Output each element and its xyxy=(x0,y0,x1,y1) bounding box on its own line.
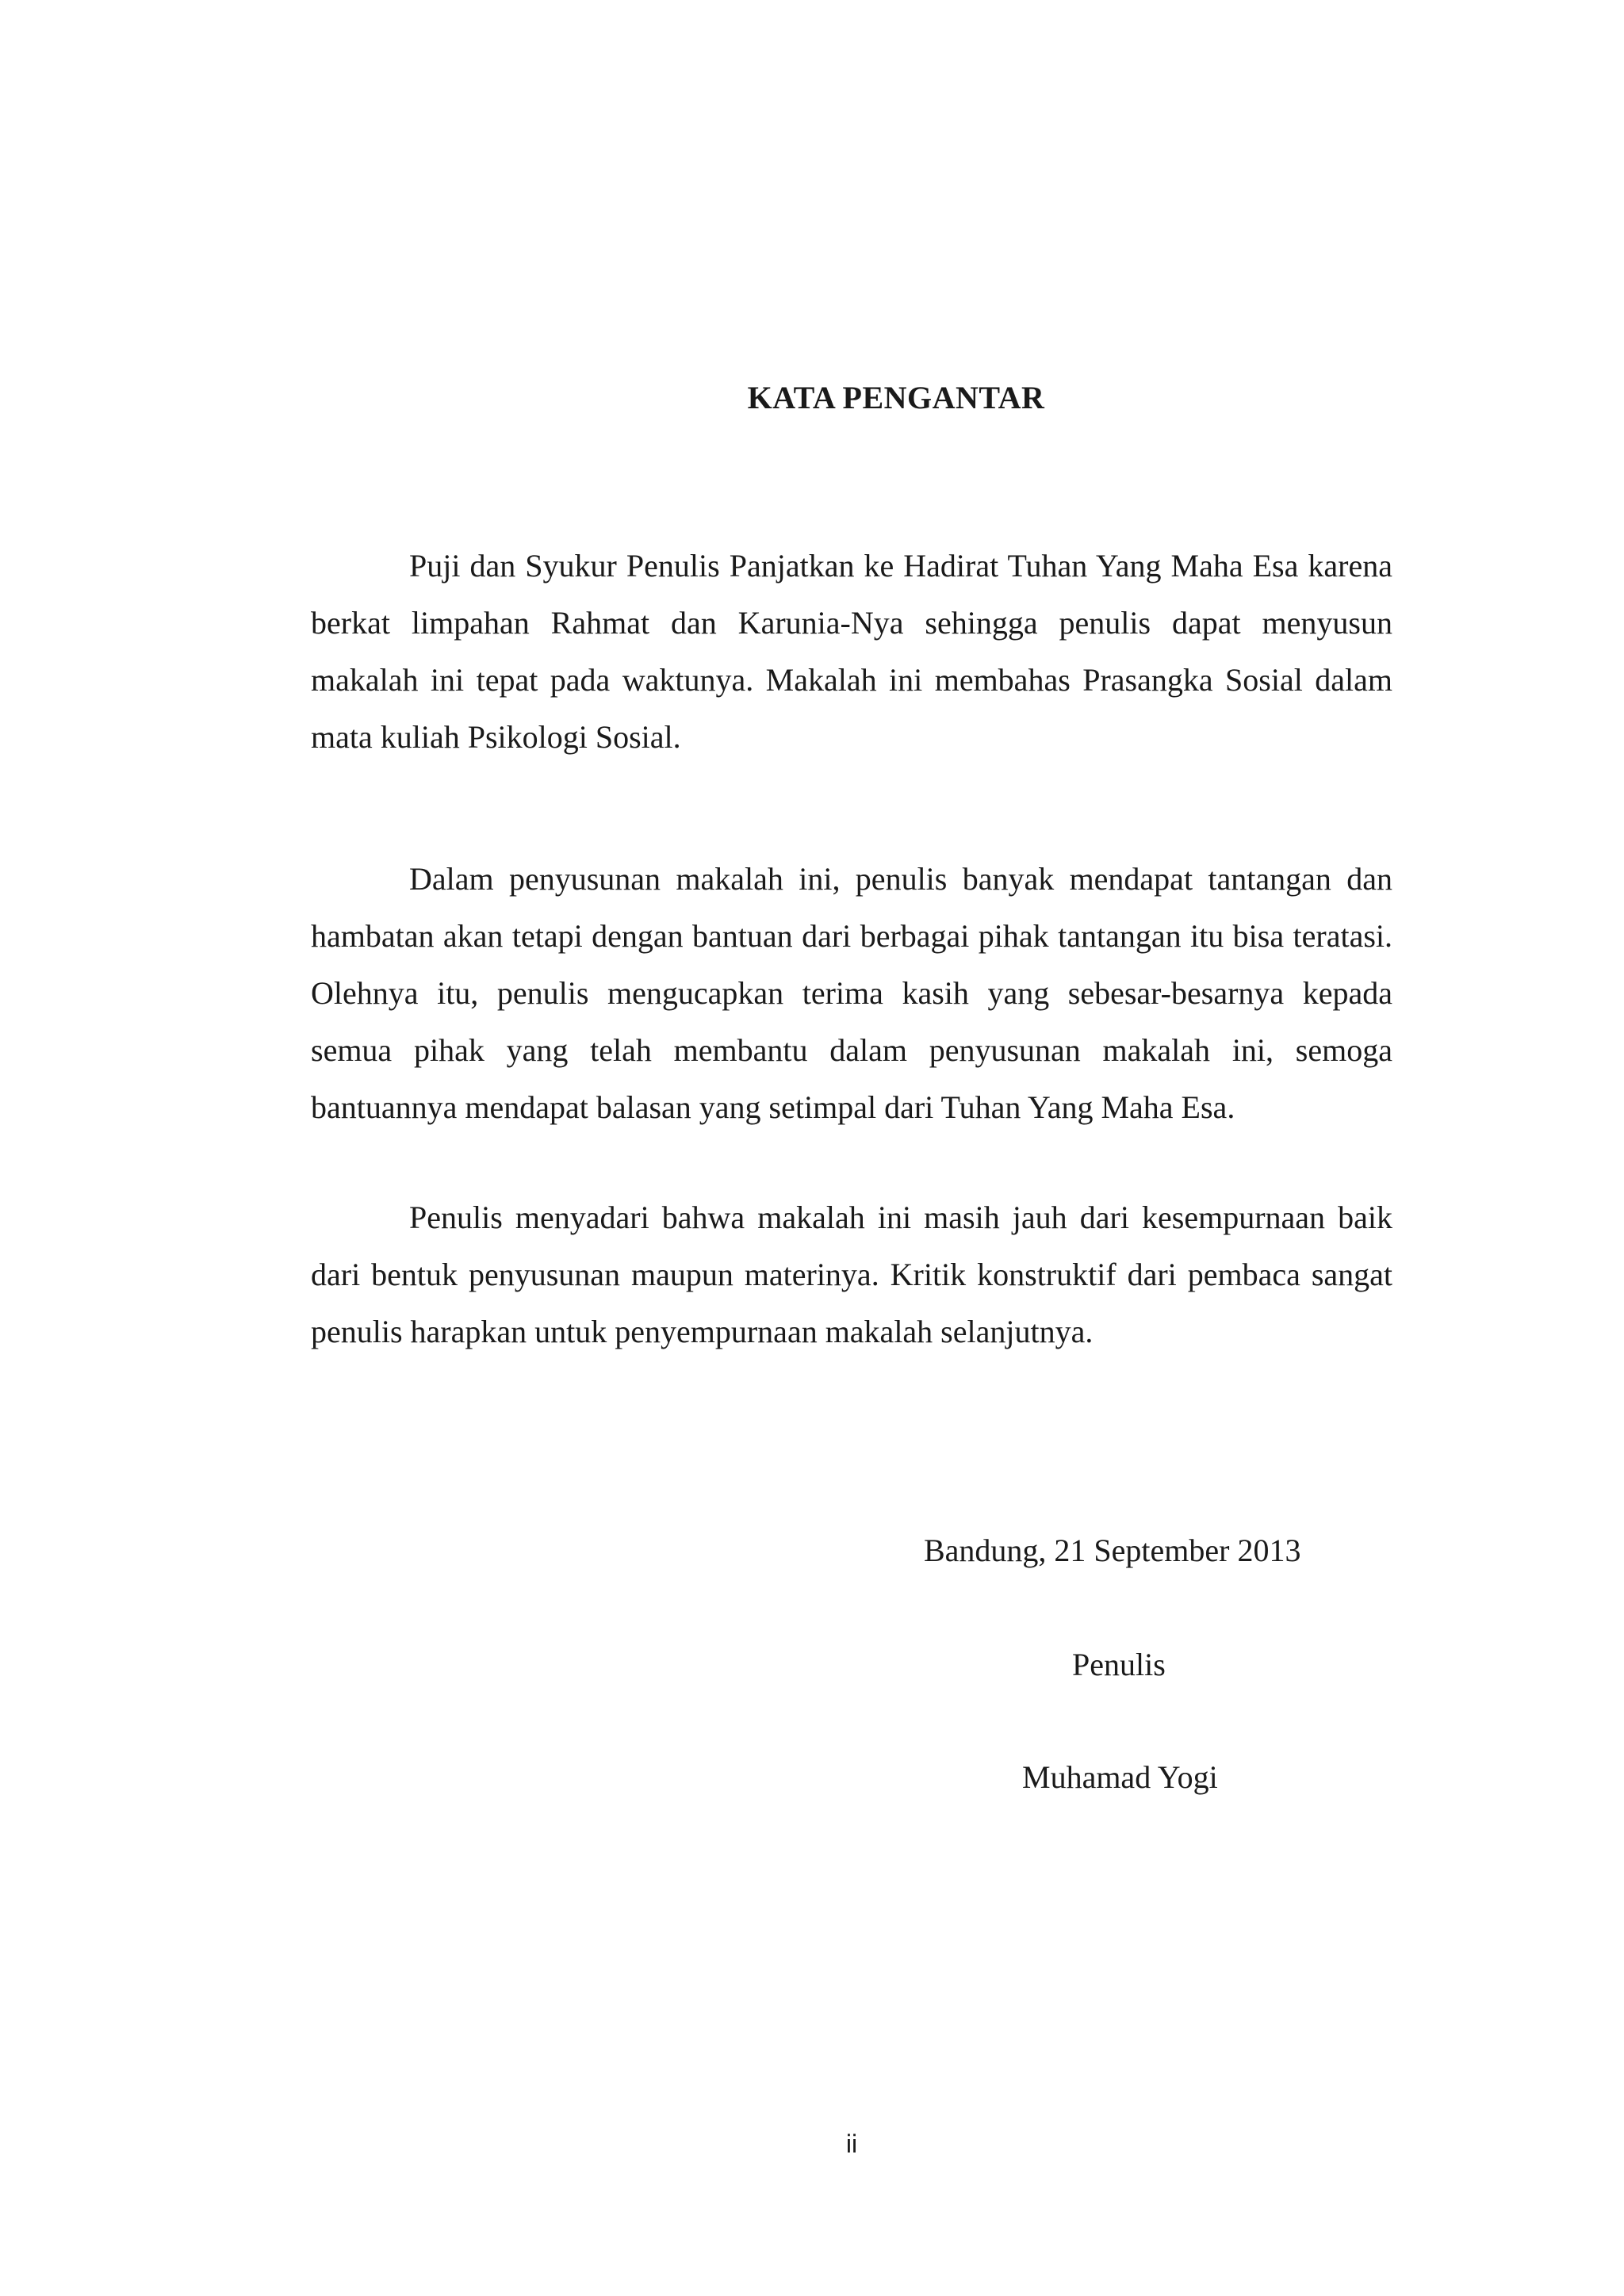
signature-name: Muhamad Yogi xyxy=(1022,1759,1218,1795)
page-title: KATA PENGANTAR xyxy=(747,380,1045,415)
paragraph-1: Puji dan Syukur Penulis Panjatkan ke Hadirat Tuhan Yang Maha Esa karena berkat limpahan Rahmat dan Karunia-Nya sehingga penulis dapat menyusun makalah ini tepat pada waktunya. Makalah ini membahas Prasangka Sosial dalam mata kuliah Psikologi Sosial. xyxy=(311,548,1392,755)
paragraph-2: Dalam penyusunan makalah ini, penulis banyak mendapat tantangan dan hambatan akan tetapi dengan bantuan dari berbagai pihak tantangan itu bisa teratasi. Olehnya itu, penulis mengucapkan terima kasih yang sebesar-besarnya kepada semua pihak yang telah membantu dalam penyusunan makalah ini, semoga bantuannya mendapat balasan yang setimpal dari Tuhan Yang Maha Esa. xyxy=(311,861,1392,1125)
page-number: ii xyxy=(845,2130,858,2158)
signature-place-date: Bandung, 21 September 2013 xyxy=(924,1533,1301,1568)
paragraph-3: Penulis menyadari bahwa makalah ini masih jauh dari kesempurnaan baik dari bentuk penyusunan maupun materinya. Kritik konstruktif dari pembaca sangat penulis harapkan untuk penyempurnaan makalah selanjutnya. xyxy=(311,1200,1392,1349)
signature-role: Penulis xyxy=(1072,1647,1166,1682)
